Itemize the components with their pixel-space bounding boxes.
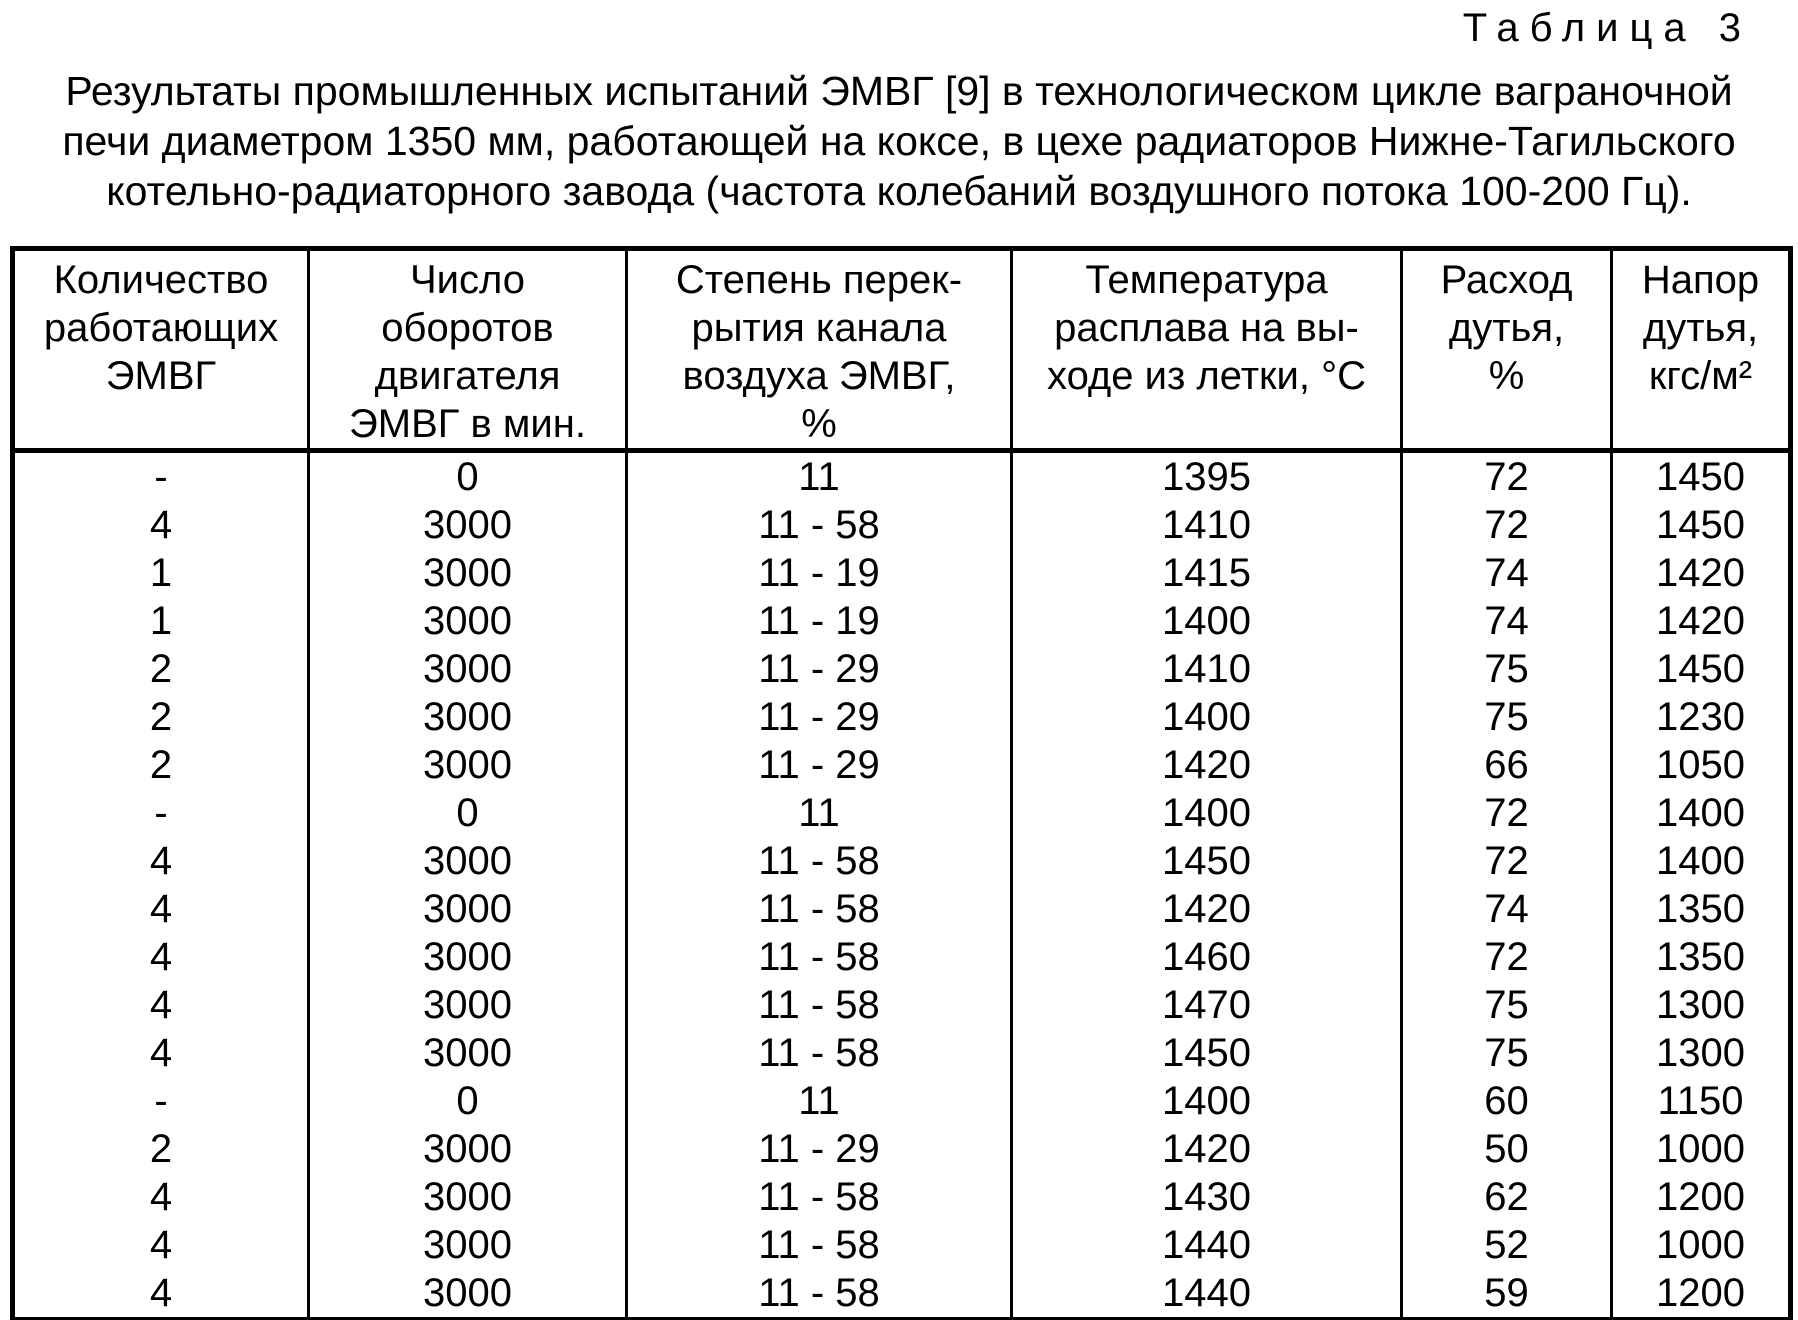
caption-line-3: котельно-радиаторного завода (частота колебаний воздушного потока 100-200 Гц). [106,168,1692,214]
table-cell: 3000 [309,1173,627,1221]
table-cell: 72 [1402,837,1612,885]
table-body [13,451,1791,1320]
table-cell: 3000 [309,597,627,645]
table-cell: 1450 [1612,645,1791,693]
caption-line-2: печи диаметром 1350 мм, работающей на коксе, в цехе радиаторов Нижне-Тагильского [62,118,1736,164]
table-cell: 4 [13,1221,309,1269]
table-cell: 4 [13,933,309,981]
table-cell: 4 [13,1269,309,1320]
column-header-emvg-count: Количество работающих ЭМВГ [13,249,309,451]
table-cell: 3000 [309,1221,627,1269]
table-row [13,885,1791,933]
table-cell: 1415 [1012,549,1402,597]
table-cell: 3000 [309,1125,627,1173]
table-row [13,645,1791,693]
table-cell: 59 [1402,1269,1612,1320]
column-header-blast-pressure: Напор дутья, кгс/м² [1612,249,1791,451]
table-cell: 3000 [309,741,627,789]
table-cell: 2 [13,645,309,693]
table-cell: 1450 [1012,1029,1402,1077]
table-cell: 1440 [1012,1269,1402,1320]
table-cell: 1230 [1612,693,1791,741]
table-cell: 3000 [309,1029,627,1077]
table-cell: 1 [13,597,309,645]
table-cell: 1400 [1612,789,1791,837]
table-cell: 1000 [1612,1125,1791,1173]
table-header-row [13,249,1791,451]
table-cell: 75 [1402,1029,1612,1077]
table-cell: 1420 [1012,1125,1402,1173]
table-caption [0,66,1798,216]
table-cell: 1200 [1612,1173,1791,1221]
table-row [13,741,1791,789]
table-cell: 74 [1402,597,1612,645]
table-cell: 1400 [1012,693,1402,741]
table-row [13,1173,1791,1221]
table-cell: 11 - 58 [627,1173,1012,1221]
table-cell: 0 [309,451,627,502]
table-cell: 3000 [309,885,627,933]
table-cell: 72 [1402,501,1612,549]
table-cell: 75 [1402,693,1612,741]
column-header-channel-overlap: Степень перек- рытия канала воздуха ЭМВГ, % [627,249,1012,451]
table-cell: 11 - 58 [627,885,1012,933]
table-cell: 52 [1402,1221,1612,1269]
table-cell: 0 [309,789,627,837]
table-cell: 11 [627,789,1012,837]
table-cell: 11 [627,1077,1012,1125]
table-cell: 60 [1402,1077,1612,1125]
table-row [13,1077,1791,1125]
table-cell: - [13,451,309,502]
table-cell: 4 [13,1173,309,1221]
table-cell: 1420 [1012,885,1402,933]
table-cell: 0 [309,1077,627,1125]
table-row [13,501,1791,549]
table-cell: 11 - 29 [627,645,1012,693]
table-row [13,1269,1791,1320]
table-row [13,1029,1791,1077]
table-cell: 2 [13,693,309,741]
table-cell: 11 - 58 [627,933,1012,981]
table-cell: 11 - 29 [627,741,1012,789]
table-row [13,693,1791,741]
table-cell: 4 [13,981,309,1029]
results-table [10,246,1793,1320]
table-row [13,597,1791,645]
table-cell: 11 - 29 [627,1125,1012,1173]
table-cell: 11 - 58 [627,501,1012,549]
table-row [13,789,1791,837]
table-cell: 74 [1402,549,1612,597]
table-cell: 3000 [309,501,627,549]
table-cell: 1470 [1012,981,1402,1029]
table-cell: 1420 [1612,597,1791,645]
table-cell: 3000 [309,645,627,693]
table-cell: 1420 [1612,549,1791,597]
table-row [13,1221,1791,1269]
table-cell: 3000 [309,933,627,981]
table-row [13,981,1791,1029]
column-header-melt-temperature: Температура расплава на вы- ходе из летки, °С [1012,249,1402,451]
table-row [13,451,1791,502]
table-cell: - [13,789,309,837]
table-cell: 1440 [1012,1221,1402,1269]
table-cell: 1300 [1612,981,1791,1029]
table-cell: 72 [1402,789,1612,837]
table-cell: 11 - 58 [627,837,1012,885]
table-cell: 11 [627,451,1012,502]
table-cell: 1150 [1612,1077,1791,1125]
table-cell: 66 [1402,741,1612,789]
table-cell: 11 - 58 [627,981,1012,1029]
table-cell: 1050 [1612,741,1791,789]
table-cell: - [13,1077,309,1125]
table-cell: 1420 [1012,741,1402,789]
table-cell: 72 [1402,933,1612,981]
table-cell: 1400 [1012,597,1402,645]
table-cell: 1410 [1012,501,1402,549]
table-cell: 4 [13,1029,309,1077]
table-cell: 4 [13,885,309,933]
column-header-blast-flow: Расход дутья, % [1402,249,1612,451]
table-cell: 3000 [309,549,627,597]
table-cell: 2 [13,1125,309,1173]
table-cell: 1300 [1612,1029,1791,1077]
table-cell: 1400 [1012,1077,1402,1125]
table-cell: 11 - 19 [627,549,1012,597]
table-cell: 1460 [1012,933,1402,981]
table-cell: 1450 [1612,451,1791,502]
table-cell: 1450 [1612,501,1791,549]
table-row [13,549,1791,597]
table-cell: 11 - 58 [627,1029,1012,1077]
table-cell: 1 [13,549,309,597]
table-cell: 50 [1402,1125,1612,1173]
table-cell: 1400 [1012,789,1402,837]
table-cell: 75 [1402,645,1612,693]
table-cell: 3000 [309,837,627,885]
table-cell: 1200 [1612,1269,1791,1320]
table-cell: 72 [1402,451,1612,502]
table-cell: 74 [1402,885,1612,933]
column-header-motor-rpm: Число оборотов двигателя ЭМВГ в мин. [309,249,627,451]
table-cell: 4 [13,837,309,885]
table-row [13,837,1791,885]
table-cell: 3000 [309,693,627,741]
table-cell: 11 - 58 [627,1221,1012,1269]
table-cell: 11 - 58 [627,1269,1012,1320]
table-cell: 3000 [309,981,627,1029]
table-cell: 1450 [1012,837,1402,885]
table-row [13,1125,1791,1173]
table-cell: 4 [13,501,309,549]
table-cell: 1350 [1612,933,1791,981]
table-cell: 11 - 29 [627,693,1012,741]
table-cell: 62 [1402,1173,1612,1221]
table-cell: 1430 [1012,1173,1402,1221]
table-cell: 1410 [1012,645,1402,693]
table-cell: 3000 [309,1269,627,1320]
table-cell: 2 [13,741,309,789]
table-cell: 11 - 19 [627,597,1012,645]
table-row [13,933,1791,981]
table-cell: 1395 [1012,451,1402,502]
caption-line-1: Результаты промышленных испытаний ЭМВГ [9] в технологическом цикле ваграночной [65,68,1733,114]
table-cell: 1400 [1612,837,1791,885]
table-cell: 75 [1402,981,1612,1029]
table-number-label: Таблица 3 [1462,6,1752,50]
table-cell: 1000 [1612,1221,1791,1269]
table-cell: 1350 [1612,885,1791,933]
